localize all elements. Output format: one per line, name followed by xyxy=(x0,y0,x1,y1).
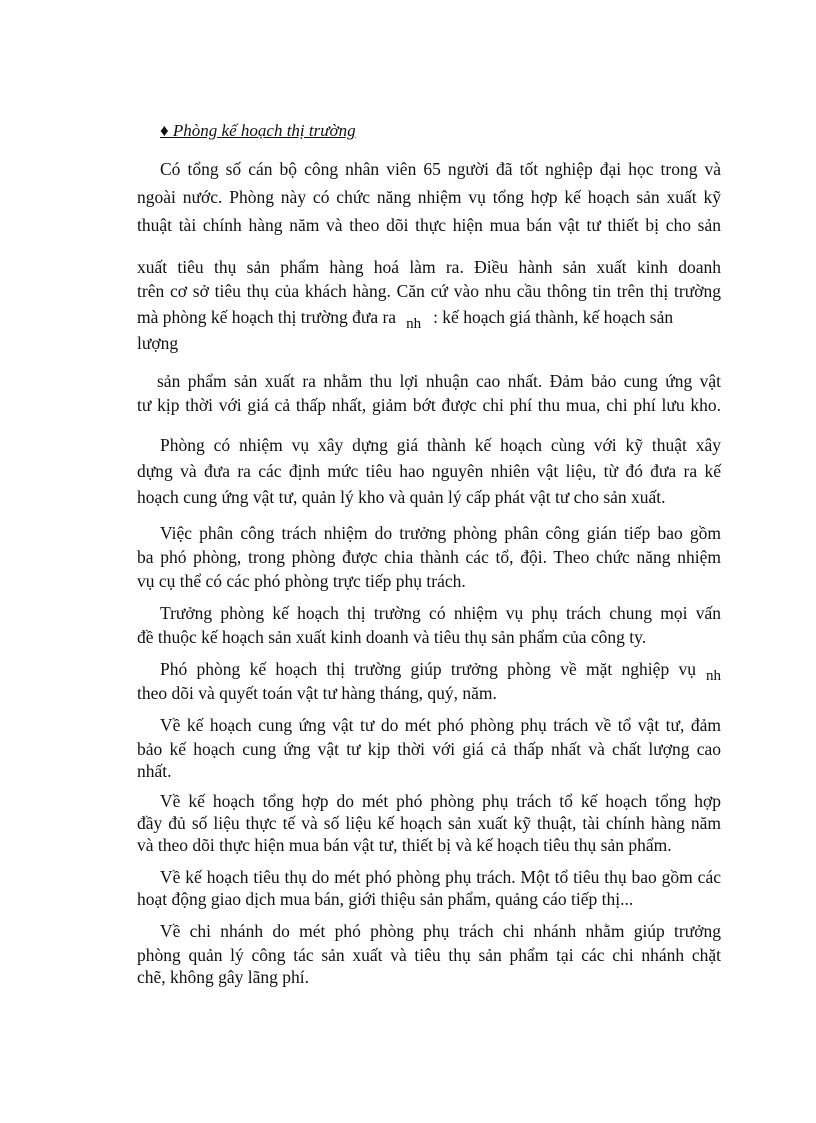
text-line: theo dõi và quyết toán vật tư hàng tháng, quý, năm. xyxy=(137,683,497,703)
text-line: nhất. xyxy=(137,761,172,781)
text-line: Về kế hoạch tiêu thụ do mét phó phòng phụ trách. Một tổ tiêu thụ bao gồm các xyxy=(160,867,721,887)
text-line: chẽ, không gây lãng phí. xyxy=(137,967,310,987)
text-line: ba phó phòng, trong phòng được chia thành các tổ, đội. Theo chức năng nhiệm xyxy=(137,547,721,567)
text-line: lượng xyxy=(137,333,179,353)
text-line: đề thuộc kế hoạch sản xuất kinh doanh và tiêu thụ sản phẩm của công ty. xyxy=(137,627,647,647)
text-line: dựng và đưa ra các định mức tiêu hao nguyên nhiên vật liệu, từ đó đưa ra kế xyxy=(137,461,721,481)
text-line: bảo kế hoạch cung ứng vật tư kịp thời với giá cả thấp nhất và chất lượng cao xyxy=(137,739,721,759)
text-line: hoạt động giao dịch mua bán, giới thiệu sản phẩm, quảng cáo tiếp thị... xyxy=(137,889,634,909)
text-line: Phòng có nhiệm vụ xây dựng giá thành kế hoạch cùng với kỹ thuật xây xyxy=(160,435,721,455)
subscript-mark: nh xyxy=(406,316,422,332)
text-line: phòng quản lý công tác sản xuất và tiêu thụ sản phẩm tại các chi nhánh chặt xyxy=(137,945,721,965)
text-line: xuất tiêu thụ sản phẩm hàng hoá làm ra. Điều hành sản xuất kinh doanh xyxy=(137,257,721,277)
text-line: Việc phân công trách nhiệm do trưởng phòng phân công gián tiếp bao gồm xyxy=(160,523,721,543)
text-line: đầy đủ số liệu thực tế và số liệu kế hoạch sản xuất kỹ thuật, tài chính hàng năm xyxy=(137,813,721,833)
subscript-mark: nh xyxy=(706,668,721,684)
text-segment: Phó phòng kế hoạch thị trường giúp trưởng phòng về mặt nghiệp vụ xyxy=(160,659,696,679)
text-line: vụ cụ thể có các phó phòng trực tiếp phụ trách. xyxy=(137,571,466,591)
text-line: tư kịp thời với giá cả thấp nhất, giảm bớt được chi phí thu mua, chi phí lưu kho. xyxy=(137,395,721,415)
text-line-with-mark xyxy=(137,306,721,330)
text-line-with-mark xyxy=(160,658,721,682)
text-line: trên cơ sở tiêu thụ của khách hàng. Căn cứ vào nhu cầu thông tin trên thị trường xyxy=(137,281,721,301)
text-segment: mà phòng kế hoạch thị trường đưa ra xyxy=(137,307,397,327)
text-line: sản phẩm sản xuất ra nhằm thu lợi nhuận cao nhất. Đảm bảo cung ứng vật xyxy=(157,371,721,391)
text-line: Về chi nhánh do mét phó phòng phụ trách chi nhánh nhằm giúp trưởng xyxy=(160,921,721,941)
text-line: Trưởng phòng kế hoạch thị trường có nhiệm vụ phụ trách chung mọi vấn xyxy=(160,603,721,623)
text-line: Về kế hoạch tổng hợp do mét phó phòng phụ trách tổ kế hoạch tổng hợp xyxy=(160,791,721,811)
text-line: Về kế hoạch cung ứng vật tư do mét phó phòng phụ trách về tổ vật tư, đảm xyxy=(160,715,721,735)
section-heading: ♦ Phòng kế hoạch thị trường xyxy=(160,121,356,140)
text-line: hoạch cung ứng vật tư, quản lý kho và quản lý cấp phát vật tư cho sản xuất. xyxy=(137,487,666,507)
text-line: Có tổng số cán bộ công nhân viên 65 người đã tốt nghiệp đại học trong và xyxy=(160,159,721,179)
text-line: và theo dõi thực hiện mua bán vật tư, thiết bị và kế hoạch tiêu thụ sản phẩm. xyxy=(137,835,672,855)
text-line: thuật tài chính hàng năm và theo dõi thực hiện mua bán vật tư thiết bị cho sản xyxy=(137,215,721,235)
text-segment: : kế hoạch giá thành, kế hoạch sản xyxy=(433,307,674,327)
text-line: ngoài nước. Phòng này có chức năng nhiệm vụ tổng hợp kế hoạch sản xuất kỹ xyxy=(137,187,721,207)
